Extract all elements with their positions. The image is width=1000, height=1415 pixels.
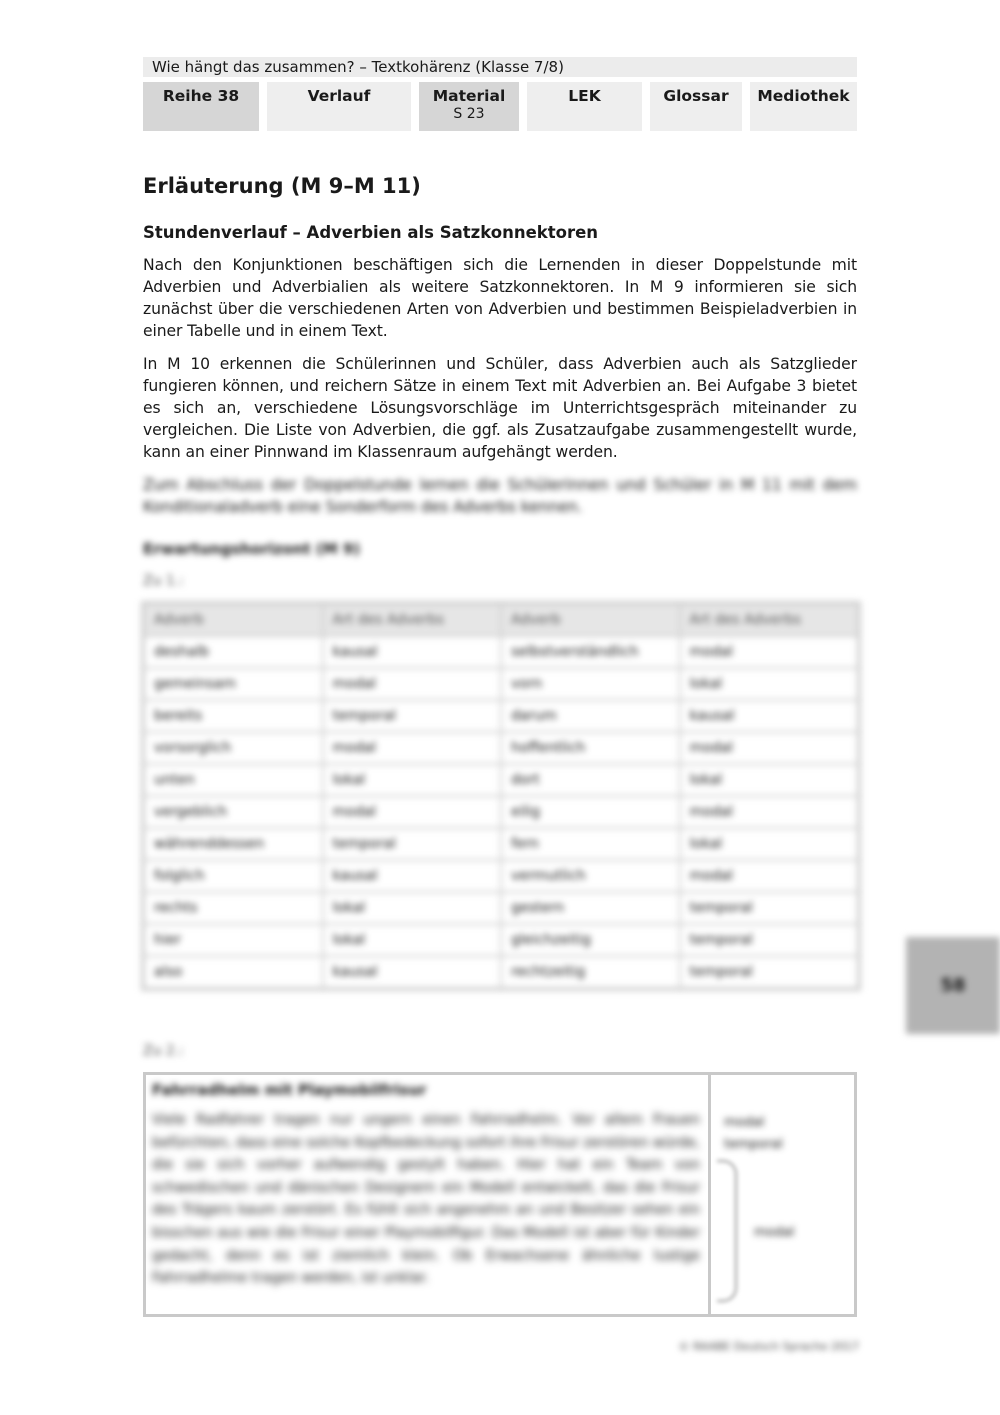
adverb-table	[143, 603, 859, 989]
table-cell: vermutlich	[501, 860, 680, 892]
table-cell: temporal	[680, 956, 859, 988]
series-title-strip	[143, 57, 857, 77]
nav-reihe-label: Reihe 38	[162, 87, 240, 105]
grouping-brace	[717, 1160, 737, 1302]
paragraph-2: In M 10 erkennen die Schülerinnen und Schüler, dass Adverbien auch als Satzglieder fungieren können, und reichern Sätze in einem Text mit Adverbien an. Bei Aufgabe 3 bietet es sich an, verschiedene Lösungsvorschläge im Unterrichtsgespräch miteinander zu vergleichen. Die Liste von Adverbien, die ggf. als Zusatzaufgabe zusammengestellt wurde, kann an einer Pinnwand im Klassenraum aufgehängt werden.	[143, 355, 857, 461]
column-header: Art des Adverbs	[323, 604, 502, 636]
annotation-temporal: temporal	[724, 1137, 783, 1152]
table-cell: modal	[323, 796, 502, 828]
nav-mediothek-label: Mediothek	[757, 87, 850, 105]
table-cell: modal	[323, 732, 502, 764]
text-title: Fahrradhelm mit Playmobilfrisur	[152, 1081, 427, 1099]
table-row	[144, 796, 858, 828]
series-title: Wie hängt das zusammen? – Textkohärenz (Klasse 7/8)	[152, 58, 564, 76]
table-cell: darum	[501, 700, 680, 732]
table-cell: vergeblich	[144, 796, 323, 828]
table-cell: modal	[680, 860, 859, 892]
table-cell: währenddessen	[144, 828, 323, 860]
nav-lek-label: LEK	[568, 87, 601, 105]
column-header: Art des Adverbs	[680, 604, 859, 636]
table-row	[144, 732, 858, 764]
column-header: Adverb	[501, 604, 680, 636]
table-cell: temporal	[323, 700, 502, 732]
paragraph-3: Zum Abschluss der Doppelstunde lernen die Schülerinnen und Schüler in M 11 mit dem Konditionaladverb eine Sonderform des Adverbs kennen.	[143, 476, 857, 516]
task-label-2: Zu 2.:	[143, 1043, 184, 1059]
page-number-tab	[906, 937, 1000, 1034]
table-cell: lokal	[323, 892, 502, 924]
nav-material-label: Material	[432, 87, 506, 105]
table-cell: temporal	[680, 892, 859, 924]
table-cell: rechtzeitig	[501, 956, 680, 988]
expectation-heading: Erwartungshorizont (M 9)	[143, 540, 361, 558]
annotation-modal-group: modal	[754, 1225, 795, 1240]
page-heading: Erläuterung (M 9–M 11)	[143, 174, 421, 198]
paragraph-1: Nach den Konjunktionen beschäftigen sich die Lernenden in dieser Doppelstunde mit Adverbien und Adverbialien als weitere Satzkonnektoren. In M 9 informieren sie sich zunächst über die verschiedenen Arten von Adverbien und bestimmen Beispieladverbien in einer Tabelle und in einem Text.	[143, 256, 857, 340]
annotation-modal: modal	[724, 1115, 765, 1130]
table-cell: hoffentlich	[501, 732, 680, 764]
nav-glossar[interactable]	[650, 82, 742, 131]
nav-reihe[interactable]	[143, 82, 259, 131]
column-header: Adverb	[144, 604, 323, 636]
table-cell: lokal	[680, 668, 859, 700]
table-cell: gleichzeitig	[501, 924, 680, 956]
table-cell: vorsorglich	[144, 732, 323, 764]
table-cell: modal	[680, 636, 859, 668]
copyright-footer: © RAABE Deutsch Sprache 2017	[678, 1340, 859, 1353]
table-cell: deshalb	[144, 636, 323, 668]
table-cell: fern	[501, 828, 680, 860]
table-cell: kausal	[323, 860, 502, 892]
table-row	[144, 700, 858, 732]
table-row	[144, 764, 858, 796]
table-cell: rechts	[144, 892, 323, 924]
table-cell: temporal	[323, 828, 502, 860]
table-cell: lokal	[323, 764, 502, 796]
table-cell: bereits	[144, 700, 323, 732]
nav-material[interactable]	[419, 82, 519, 131]
table-row	[144, 892, 858, 924]
table-cell: hier	[144, 924, 323, 956]
nav-mediothek[interactable]	[750, 82, 857, 131]
table-row	[144, 924, 858, 956]
table-cell: also	[144, 956, 323, 988]
nav-verlauf-label: Verlauf	[307, 87, 371, 105]
table-row	[144, 636, 858, 668]
table-cell: selbstverständlich	[501, 636, 680, 668]
table-cell: lokal	[323, 924, 502, 956]
table-cell: gestern	[501, 892, 680, 924]
table-row	[144, 828, 858, 860]
section-subheading: Stundenverlauf – Adverbien als Satzkonnektoren	[143, 223, 599, 242]
table-cell: vorn	[501, 668, 680, 700]
table-cell: kausal	[323, 956, 502, 988]
table-cell: modal	[680, 732, 859, 764]
table-cell: modal	[680, 796, 859, 828]
example-text-box	[143, 1072, 857, 1317]
column-divider	[708, 1075, 711, 1314]
nav-material-page: S 23	[453, 106, 485, 122]
table-cell: lokal	[680, 828, 859, 860]
text-body: Viele Radfahrer tragen nur ungern einen Fahrradhelm. Vor allem Frauen befürchten, dass eine solche Kopfbedeckung sofort ihre Frisur zerstören würde, die sie sich vorher aufwendig gestylt haben. Hier hat ein Team von schwedischen und dänischen Designern ein Modell entwickelt, das die Frisur des Trägers kaum zerstört. Es fühlt sich angenehm an und Besitzer sehen ein bisschen aus wie die Frisur einer Playmobilfigur. Das Modell ist aber für Kinder gedacht, denn es ist ziemlich klein. Ob Erwachsene ähnliche lustige Fahrradhelme tragen werden, ist unklar.	[152, 1112, 700, 1287]
table-row	[144, 668, 858, 700]
nav-verlauf[interactable]	[267, 82, 411, 131]
table-cell: temporal	[680, 924, 859, 956]
table-row	[144, 956, 858, 988]
page-number: 58	[940, 975, 966, 996]
table-header-row	[144, 604, 858, 636]
table-cell: lokal	[680, 764, 859, 796]
table-cell: kausal	[680, 700, 859, 732]
table-cell: dort	[501, 764, 680, 796]
table-cell: modal	[323, 668, 502, 700]
task-label-1: Zu 1.:	[143, 573, 184, 589]
nav-glossar-label: Glossar	[663, 87, 729, 105]
table-cell: eilig	[501, 796, 680, 828]
nav-lek[interactable]	[527, 82, 642, 131]
table-cell: kausal	[323, 636, 502, 668]
table-cell: unten	[144, 764, 323, 796]
table-row	[144, 860, 858, 892]
table-cell: folglich	[144, 860, 323, 892]
table-cell: gemeinsam	[144, 668, 323, 700]
